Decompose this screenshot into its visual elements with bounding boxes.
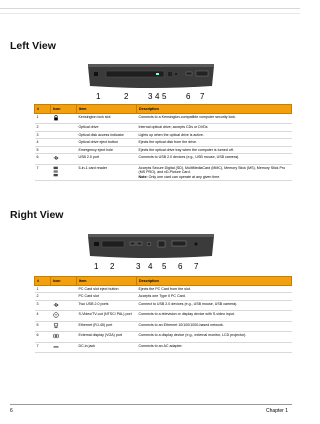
kensington-lock-icon (53, 115, 59, 121)
usb-icon (53, 302, 59, 308)
table-row: 5 Ethernet (RJ-45) port Connects to an Ethernet 10/100/1000-based network. (35, 321, 292, 331)
right-view-callouts (86, 262, 226, 272)
table-row: 5 Emergency eject hole Ejects the optical drive tray when the computer is turned off. (35, 146, 292, 153)
left-view-laptop-image (86, 56, 216, 92)
right-view-laptop-image (86, 226, 216, 262)
usb-icon (53, 155, 59, 161)
callout-6: 6 (186, 92, 191, 101)
col-num: # (35, 277, 51, 286)
callout-3: 3 (148, 92, 153, 101)
callout-5: 5 (162, 92, 167, 101)
callout-1: 1 (96, 92, 101, 101)
table-row: 1 Kensington lock slot Connects to a Kensington-compatible computer security lock. (35, 114, 292, 124)
callout-7: 7 (200, 92, 205, 101)
col-item: Item (77, 277, 137, 286)
chapter-label: Chapter 1 (266, 408, 288, 414)
table-row: 6 External display (VGA) port Connects to a display device (e.g., external monitor, LCD projector). (35, 332, 292, 342)
right-view-table (34, 276, 292, 353)
callout-5: 5 (162, 262, 167, 271)
col-icon: Icon (51, 105, 77, 114)
ethernet-icon (53, 323, 59, 329)
svideo-icon (53, 312, 59, 318)
table-header-row (35, 277, 292, 286)
table-row: 7 DC-in jack Connects to an AC adapter. (35, 342, 292, 352)
col-description: Description (137, 105, 292, 114)
note-label: Note: (138, 174, 148, 179)
right-view-title: Right View (10, 209, 64, 221)
left-view-callouts (86, 92, 226, 102)
callout-4: 4 (155, 92, 160, 101)
table-row: 3 Optical disk access indicator Lights up when the optical drive is active. (35, 131, 292, 138)
footer-rule (10, 404, 292, 405)
callout-7: 7 (194, 262, 199, 271)
callout-2: 2 (124, 92, 129, 101)
table-header-row (35, 105, 292, 114)
table-row: 4 Optical drive eject button Ejects the optical disk from the drive. (35, 139, 292, 146)
callout-3: 3 (136, 262, 141, 271)
table-row: 2 Optical drive Internal optical drive; accepts CDs or DVDs (35, 124, 292, 131)
callout-6: 6 (178, 262, 183, 271)
card-reader-icon (53, 166, 59, 177)
callout-1: 1 (94, 262, 99, 271)
header-rule (0, 8, 300, 9)
table-row: 1 PC Card slot eject button Ejects the PC Card from the slot. (35, 286, 292, 293)
description: Accepts Secure Digital (SD), MultiMediaCard (MMC), Memory Stick (MS), Memory Stick Pro (MS PRO), and xD-Picture Card. (138, 165, 286, 175)
col-description: Description (137, 277, 292, 286)
callout-2: 2 (110, 262, 115, 271)
vga-icon (53, 333, 59, 339)
callout-4: 4 (148, 262, 153, 271)
table-row: 6 USB 2.0 port Connects to USB 2.0 devices (e.g., USB mouse, USB camera). (35, 154, 292, 164)
header-rule-secondary (0, 13, 300, 14)
note-text: Only one card can operate at any given time. (147, 174, 221, 179)
table-row: 4 S-Video/TV-out (NTSC/ PAL) port Connects to a television or display device with S-video input. (35, 311, 292, 321)
col-icon: Icon (51, 277, 77, 286)
col-num: # (35, 105, 51, 114)
left-view-table (34, 104, 292, 181)
table-row: 7 5-in-1 card reader Accepts Secure Digital (SD), MultiMediaCard (MMC), Memory Stick (MS), Memory Stick Pro (MS PRO), and xD-Picture Card. Note: Only one card can operate at any given time. (35, 164, 292, 180)
page-number: 6 (10, 408, 13, 414)
table-row: 3 Two USB 2.0 ports Connect to USB 2.0 devices (e.g., USB mouse, USB camera). (35, 300, 292, 310)
col-item: Item (77, 105, 137, 114)
table-row: 2 PC Card slot Accepts one Type II PC Card. (35, 293, 292, 300)
left-view-title: Left View (10, 40, 56, 52)
dc-in-icon (53, 344, 59, 350)
